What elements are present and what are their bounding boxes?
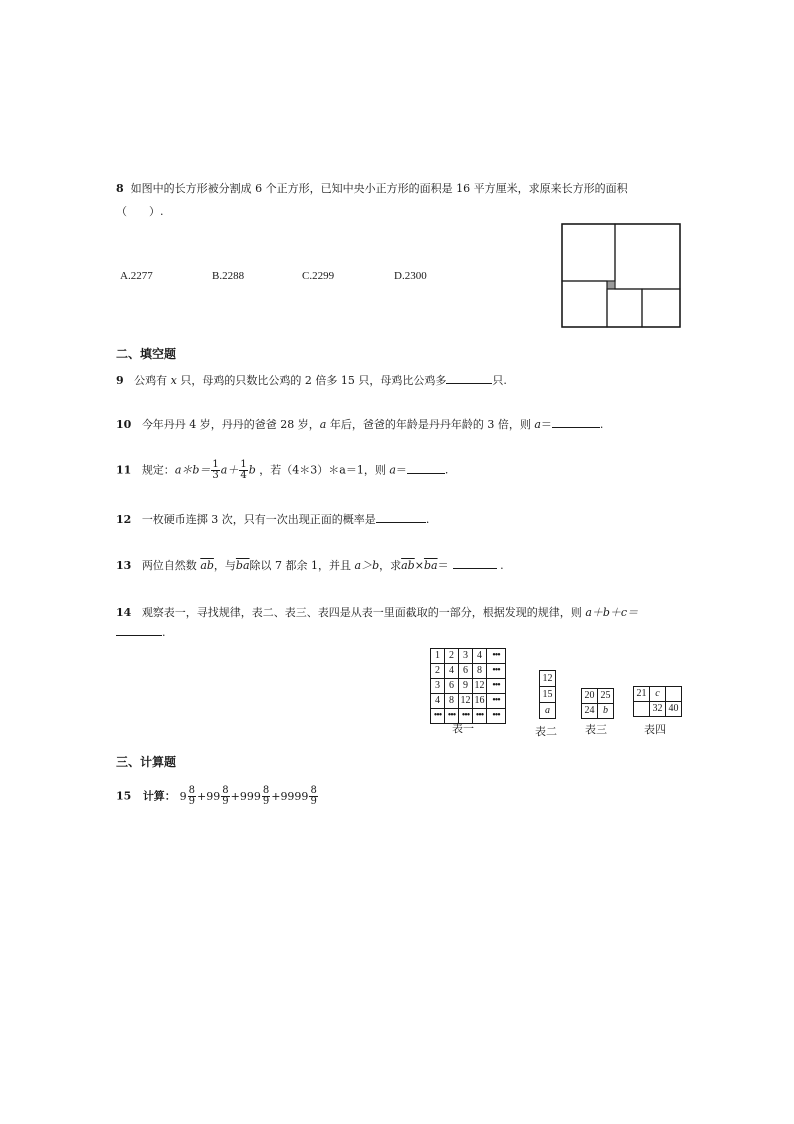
q15-term-1-fraction [188,786,196,807]
q13-condition: a＞b [354,559,380,572]
q8-option-c[interactable]: C.2299 [302,270,335,282]
table1-cell: 8 [445,694,459,709]
table1-row [431,679,506,694]
q14-table-3 [581,688,614,719]
table1-caption: 表一 [452,722,474,735]
table1-cell: 4 [445,664,459,679]
table1-cell: 3 [431,679,445,694]
q9-text-c: 只. [492,374,507,387]
q15-plus-3: + [271,789,281,803]
table1-cell: 12 [473,679,487,694]
table1-row [431,664,506,679]
q14-text: 观察表一，寻找规律，表二、表三、表四是从表一里面截取的一部分，根据发现的规律，则 [141,606,586,619]
q9-answer-blank[interactable] [446,373,492,384]
q14-table-4 [633,686,682,717]
table4-cell: 40 [666,702,682,717]
outer-rectangle [562,224,680,327]
q10-end: . [599,418,604,431]
table1-cell: 8 [473,664,487,679]
q10-equals: ＝ [540,418,552,431]
q9-number: 9 [116,374,124,387]
q15-term-4-fraction [309,786,317,807]
table4-cell: 32 [650,702,666,717]
q13-times: × [414,559,424,572]
table2-cell: a [540,703,556,719]
table1-cell: ••• [487,694,506,709]
table2-caption: 表二 [535,725,557,738]
q14-table-2 [539,670,556,719]
q12-text: 一枚硬币连掷 3 次，只有一次出现正面的概率是 [141,513,376,526]
q13-ab2-overline: $\overline{ab}$ [401,559,415,572]
q11-text-b: ，若（4＊3）＊a＝1，则 [259,463,390,477]
q12-answer-blank[interactable] [376,512,426,523]
table1-cell: ••• [459,709,473,724]
table4-row [634,687,682,702]
q11-expr: a＊b＝ [174,463,211,477]
q14-table-1 [430,648,506,724]
q13-ab-overline: $\overline{ab}$ [200,559,214,572]
q12-end: . [425,513,430,526]
table3-cell: 24 [582,704,598,719]
q11-var-b: b [248,463,256,477]
table4-cell [666,687,682,702]
table1-cell: 2 [445,649,459,664]
table1-cell: 6 [459,664,473,679]
square-center-small [607,281,615,289]
table4-cell [634,702,650,717]
q11 [116,460,448,481]
table1-cell: 4 [431,694,445,709]
table1-row [431,694,506,709]
q15-term-3-num: 8 [262,785,270,796]
table1-cell: ••• [431,709,445,724]
table1-cell: 16 [473,694,487,709]
q15-plus-2: + [230,789,240,803]
q15-term-3-den: 9 [262,796,270,807]
table1-cell: 9 [459,679,473,694]
q15-term-2-den: 9 [222,796,229,807]
q10 [116,416,603,432]
table4-cell: 21 [634,687,650,702]
q13-text-a: 两位自然数 [141,559,201,572]
table1-cell: ••• [487,664,506,679]
q13-text-b: ，与 [213,559,236,572]
q8-option-b[interactable]: B.2288 [212,270,245,282]
table2-row [540,671,556,687]
q10-var: a [319,418,327,431]
q15-plus-1: + [197,789,207,803]
table1-cell: 3 [459,649,473,664]
q15-term-1-whole: 9 [179,789,187,803]
q11-end: . [444,463,449,477]
table1-cell: 4 [473,649,487,664]
table1-cell: ••• [487,709,506,724]
q11-f1-denominator: 3 [212,470,219,481]
table1-cell: 1 [431,649,445,664]
table3-row [582,689,614,704]
q10-text-a: 今年丹丹 4 岁，丹丹的爸爸 28 岁， [141,418,320,431]
q11-number: 11 [116,463,132,477]
q11-mid: a＋ [220,463,239,477]
table2-cell: 12 [540,671,556,687]
q10-number: 10 [116,418,132,431]
q8-option-d[interactable]: D.2300 [394,270,427,282]
q8-number: 8 [116,182,124,195]
section-2-heading: 二、填空题 [116,347,177,361]
q13 [116,557,504,573]
table2-row [540,687,556,703]
q11-answer-blank[interactable] [407,463,445,474]
table4-row [634,702,682,717]
table1-cell: ••• [487,679,506,694]
q15-term-4-whole: 9999 [280,789,309,803]
q15 [116,786,319,807]
q11-var-a: a [389,463,396,477]
q11-f2-denominator: 4 [240,470,247,481]
q12-number: 12 [116,513,132,526]
q13-answer-blank[interactable] [453,558,497,569]
table1-row [431,649,506,664]
q12 [116,511,429,527]
table3-cell: b [598,704,614,719]
q14-line2 [116,625,166,639]
q13-ba2-overline: $\overline{ba}$ [423,559,438,572]
q15-term-2-fraction [221,786,229,807]
q15-term-2-num: 8 [222,785,229,796]
table3-row [582,704,614,719]
table4-caption: 表四 [644,723,666,736]
q13-number: 13 [116,559,132,572]
q11-fraction-1 [211,460,219,481]
q13-text-d: ，求 [379,559,402,572]
q14-expr: a＋b＋c＝ [585,606,639,619]
table2-row [540,703,556,719]
q14-number: 14 [116,606,132,619]
q15-term-1-num: 8 [188,785,196,796]
q8-text: 如图中的长方形被分割成 6 个正方形，已知中央小正方形的面积是 16 平方厘米，求原来长方形的面积 [130,182,628,195]
q15-term-1-den: 9 [188,796,196,807]
q13-equals: ＝ [437,559,449,572]
q8-option-a[interactable]: A.2277 [120,270,153,282]
q15-term-3-whole: 999 [239,789,261,803]
q15-term-2-whole: 99 [206,789,221,803]
q13-ba-overline: $\overline{ba}$ [235,559,250,572]
q15-term-4-den: 9 [310,796,317,807]
table4-cell: c [650,687,666,702]
q15-number: 15 [116,789,132,803]
q11-equals: ＝ [395,463,407,477]
q11-f2-numerator: 1 [240,459,247,470]
q11-text-a: 规定： [141,463,175,477]
q9-var: x [170,374,177,387]
table1-cell: 12 [459,694,473,709]
q14-line1 [116,604,638,620]
q14-end: . [162,626,166,639]
q11-f1-numerator: 1 [212,459,219,470]
q15-term-3-fraction [262,786,270,807]
table3-cell: 20 [582,689,598,704]
q15-label: 计算： [142,789,176,803]
q9-text-b: 只，母鸡的只数比公鸡的 2 倍多 15 只，母鸡比公鸡多 [176,374,447,387]
table3-cell: 25 [598,689,614,704]
q13-end: . [500,559,504,572]
table3-caption: 表三 [585,723,607,736]
q10-text-b: 年后，爸爸的年龄是丹丹年龄的 3 倍，则 [326,418,535,431]
table1-cell: 2 [431,664,445,679]
q8-line1 [116,180,628,196]
q11-fraction-2 [239,460,247,481]
table1-cell: 6 [445,679,459,694]
q9 [116,372,507,388]
q9-text-a: 公鸡有 [134,374,171,387]
q13-text-c: 除以 7 都余 1，并且 [249,559,355,572]
q10-var-a: a [534,418,541,431]
q10-answer-blank[interactable] [552,417,600,428]
table1-cell: ••• [487,649,506,664]
section-3-heading: 三、计算题 [116,755,177,769]
q14-answer-blank[interactable] [116,625,162,636]
q8-rectangle-figure [561,223,683,329]
table1-cell: ••• [473,709,487,724]
q15-term-4-num: 8 [310,785,317,796]
table1-cell: ••• [445,709,459,724]
table2-cell: 15 [540,687,556,703]
q8-line2: （ ）. [116,205,164,218]
